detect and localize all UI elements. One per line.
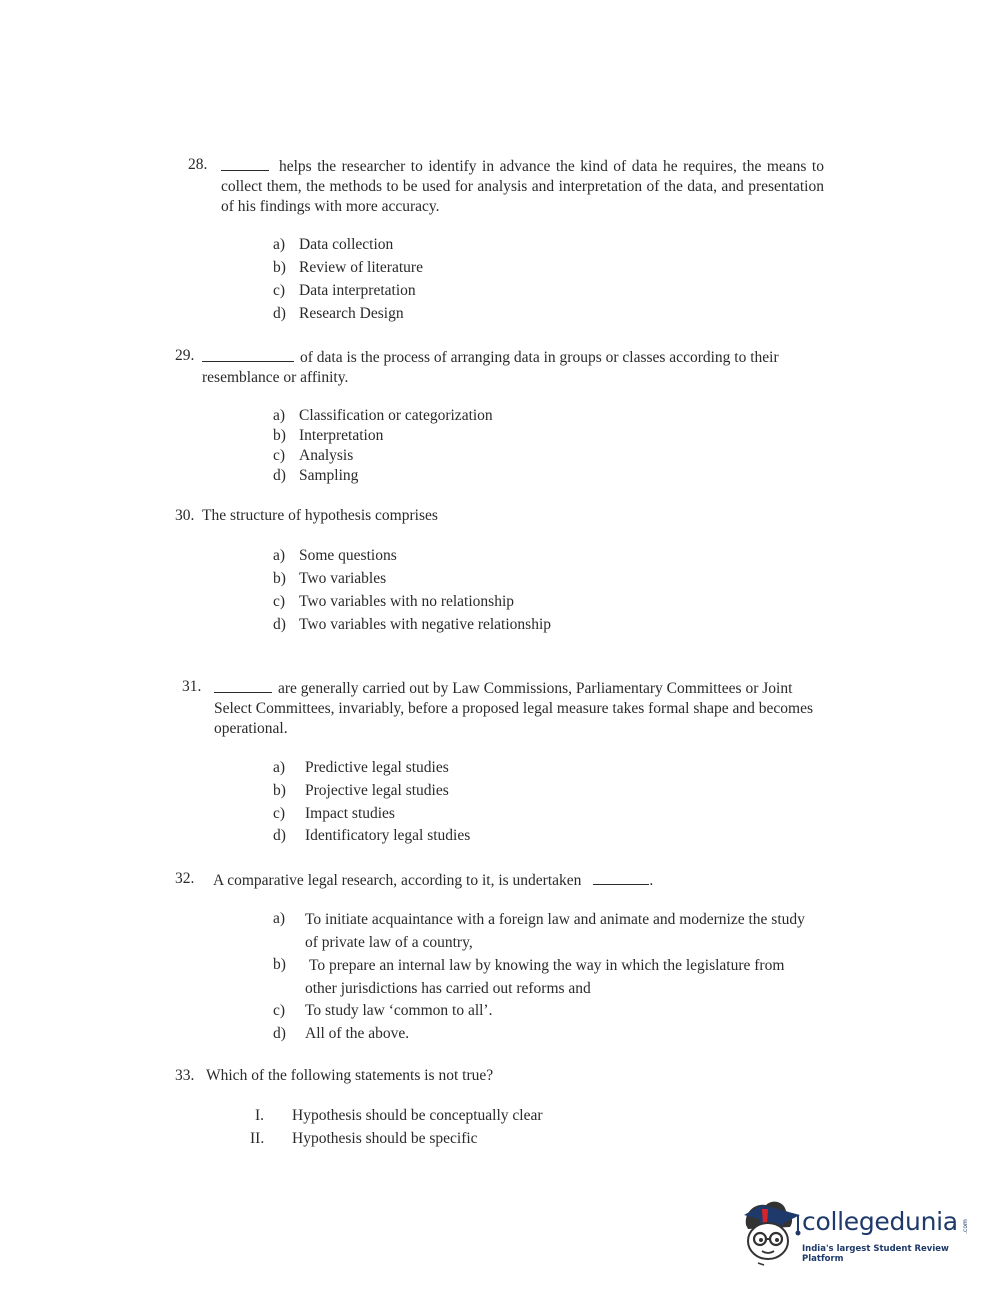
option-text: Data collection [299, 236, 394, 253]
option-item [273, 615, 551, 635]
option-text: Review of literature [299, 259, 423, 276]
option-text: Some questions [299, 547, 397, 564]
collegedunia-logo [740, 1195, 970, 1270]
option-text: Classification or categorization [299, 407, 493, 424]
option-item [273, 909, 805, 954]
option-label: d) [273, 827, 286, 844]
option-label: II. [250, 1130, 265, 1147]
option-text: Predictive legal studies [305, 759, 449, 776]
option-text: Hypothesis should be conceptually clear [292, 1107, 543, 1124]
option-item [273, 466, 358, 486]
option-text: To study law ‘common to all’. [305, 1002, 493, 1019]
question-text: The structure of hypothesis comprises [202, 507, 438, 524]
option-text: Two variables with negative relationship [299, 616, 552, 633]
option-item [273, 1024, 409, 1044]
option-item [273, 826, 470, 846]
option-label: a) [273, 910, 286, 927]
option-item [273, 258, 423, 278]
option-item [273, 569, 386, 589]
question-text: are generally carried out by Law Commissions, Parliamentary Committees or Joint Select Committees, invariably, before a proposed legal measure takes formal shape and becomes operational. [214, 680, 813, 737]
option-item [273, 1001, 492, 1021]
option-item [273, 281, 416, 301]
option-label: a) [273, 547, 286, 564]
option-item [273, 592, 514, 612]
option-label: c) [273, 805, 286, 822]
option-text: Data interpretation [299, 282, 416, 299]
option-label: c) [273, 447, 286, 464]
option-text: Hypothesis should be specific [292, 1130, 478, 1147]
option-item [273, 955, 805, 1000]
question-number: 30. [175, 507, 195, 524]
logo-domain: .com [961, 1219, 969, 1234]
question-text: helps the researcher to identify in advance the kind of data he requires, the means to collect them, the methods to be used for analysis and interpretation of the data, and presentation of his findings with more accuracy. [221, 158, 824, 215]
option-text: Identificatory legal studies [305, 827, 471, 844]
option-label: a) [273, 236, 286, 253]
option-label: a) [273, 759, 286, 776]
option-label: d) [273, 616, 286, 633]
logo-tagline: India's largest Student Review Platform [802, 1244, 949, 1264]
option-text: To prepare an internal law by knowing the way in which the legislature from other jurisdictions has carried out reforms and [305, 957, 785, 997]
option-label: c) [273, 282, 286, 299]
option-item [250, 1129, 478, 1149]
option-label: c) [273, 1002, 286, 1019]
option-text: Two variables [299, 570, 387, 587]
question-number: 33. [175, 1067, 195, 1084]
option-label: d) [273, 467, 286, 484]
option-text: Sampling [299, 467, 359, 484]
option-text: Research Design [299, 305, 404, 322]
option-item [273, 304, 404, 324]
question-number: 31. [182, 678, 202, 695]
mascot-icon [740, 1195, 802, 1270]
option-text: Impact studies [305, 805, 395, 822]
question-number: 29. [175, 347, 195, 364]
option-label: b) [273, 782, 286, 799]
option-text: Two variables with no relationship [299, 593, 515, 610]
question-text: A comparative legal research, according to it, is undertaken . [213, 872, 654, 889]
question-number: 28. [188, 156, 208, 173]
option-label: b) [273, 956, 286, 973]
option-item [273, 235, 393, 255]
option-item [273, 781, 449, 801]
option-text: Interpretation [299, 427, 384, 444]
option-text: To initiate acquaintance with a foreign law and animate and modernize the study of private law of a country, [305, 911, 805, 951]
option-item [273, 546, 397, 566]
option-item [273, 804, 395, 824]
question-number: 32. [175, 870, 195, 887]
option-label: I. [255, 1107, 265, 1124]
option-label: d) [273, 1025, 286, 1042]
option-text: All of the above. [305, 1025, 410, 1042]
option-label: b) [273, 427, 286, 444]
question-text: Which of the following statements is not true? [206, 1067, 494, 1084]
option-text: Projective legal studies [305, 782, 449, 799]
question-text: of data is the process of arranging data in groups or classes according to their resemblance or affinity. [202, 349, 779, 386]
option-item [273, 446, 353, 466]
option-label: c) [273, 593, 286, 610]
option-label: a) [273, 407, 286, 424]
option-item [273, 406, 493, 426]
option-item [273, 758, 449, 778]
option-label: b) [273, 259, 286, 276]
option-item [255, 1106, 543, 1126]
option-label: b) [273, 570, 286, 587]
option-label: d) [273, 305, 286, 322]
option-text: Analysis [299, 447, 354, 464]
option-item [273, 426, 383, 446]
logo-wordmark: collegedunia [802, 1207, 958, 1236]
